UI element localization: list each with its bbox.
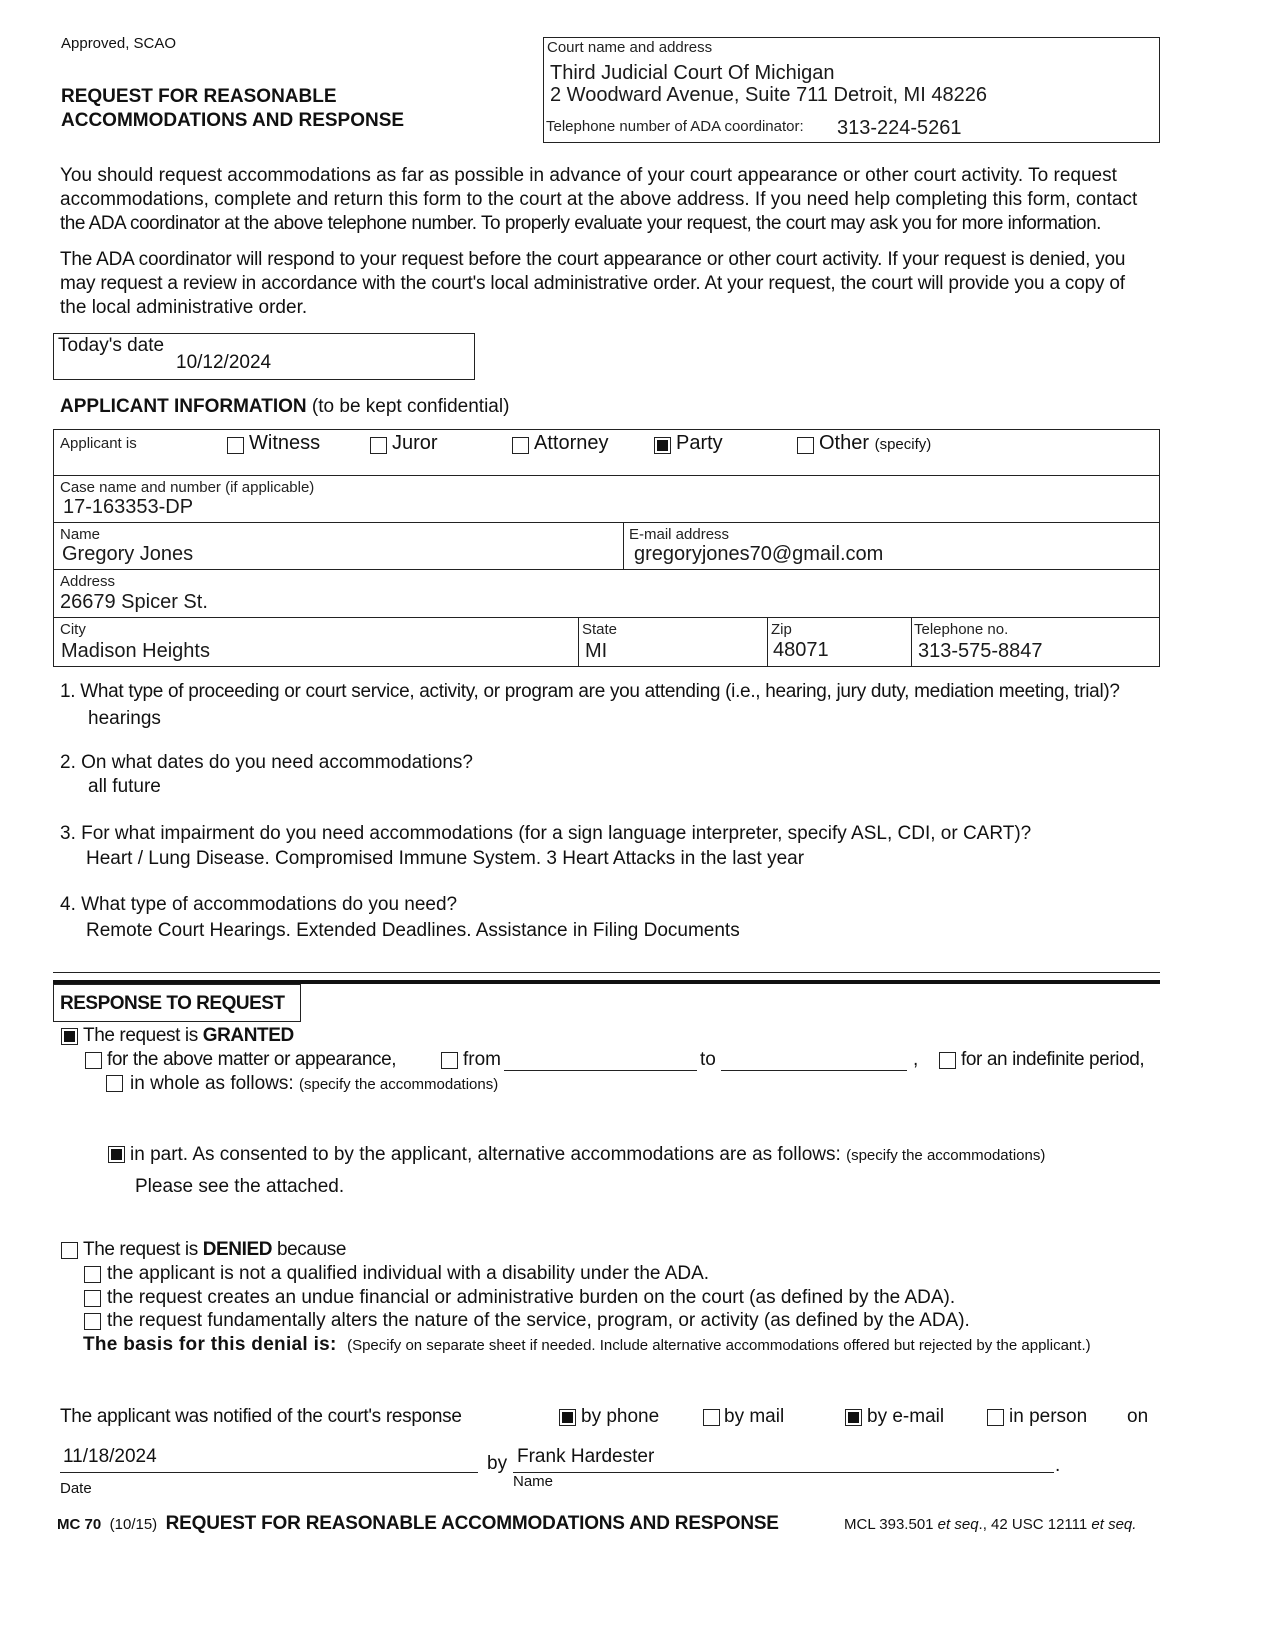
party-checkbox[interactable] (654, 437, 671, 454)
form-title-line2: ACCOMMODATIONS AND RESPONSE (61, 110, 405, 131)
part-label: in part. As consented to by the applicant, alternative accommodations are as follows: (specify the accommodations) (130, 1144, 1046, 1165)
court-name[interactable]: Third Judicial Court Of Michigan (550, 62, 835, 84)
denied-label: The request is DENIED because (83, 1239, 347, 1260)
by-mail-label: by mail (724, 1406, 785, 1427)
address-value[interactable]: 26679 Spicer St. (60, 591, 208, 613)
denied-checkbox[interactable] (61, 1242, 78, 1259)
indefinite-checkbox[interactable] (939, 1052, 956, 1069)
applicant-table (53, 429, 1160, 667)
zip-label: Zip (771, 621, 792, 638)
granted-checkbox[interactable] (61, 1028, 78, 1045)
answer-4[interactable]: Remote Court Hearings. Extended Deadlines. Assistance in Filing Documents (86, 920, 740, 941)
notify-name-label: Name (513, 1473, 554, 1490)
attorney-label: Attorney (534, 432, 609, 454)
applicant-heading: APPLICANT INFORMATION (to be kept confidential) (60, 396, 510, 417)
notified-label: The applicant was notified of the court's response (60, 1406, 462, 1427)
form-title-line1: REQUEST FOR REASONABLE (61, 86, 337, 107)
by-email-checkbox[interactable] (845, 1409, 862, 1426)
from-date-line[interactable] (504, 1070, 697, 1071)
response-heading-box (53, 984, 301, 1022)
granted-label: The request is GRANTED (83, 1025, 294, 1046)
footer: MC 70 (10/15) REQUEST FOR REASONABLE ACCOMMODATIONS AND RESPONSE (57, 1513, 779, 1534)
above-matter-checkbox[interactable] (85, 1052, 102, 1069)
phone-value[interactable]: 313-575-8847 (918, 640, 1043, 662)
juror-label: Juror (392, 432, 438, 454)
whole-checkbox[interactable] (106, 1075, 123, 1092)
by-mail-checkbox[interactable] (703, 1409, 720, 1426)
phone-label: Telephone no. (914, 621, 1009, 638)
attorney-checkbox[interactable] (512, 437, 529, 454)
notify-period: . (1055, 1455, 1061, 1476)
witness-checkbox[interactable] (227, 437, 244, 454)
by-phone-checkbox[interactable] (559, 1409, 576, 1426)
todays-date-value[interactable]: 10/12/2024 (176, 352, 272, 373)
by-phone-label: by phone (581, 1406, 660, 1427)
range-comma: , (913, 1049, 919, 1070)
denied-reason-2-label: the request creates an undue financial or administrative burden on the court (as defined by the ADA). (107, 1287, 956, 1308)
todays-date-label: Today's date (58, 335, 165, 356)
indefinite-label: for an indefinite period, (961, 1049, 1145, 1070)
notify-name-line (513, 1472, 1054, 1473)
approved-note: Approved, SCAO (61, 35, 177, 52)
email-value[interactable]: gregoryjones70@gmail.com (634, 543, 884, 565)
other-label: Other (specify) (819, 432, 932, 454)
to-date-line[interactable] (721, 1070, 907, 1071)
name-value[interactable]: Gregory Jones (62, 543, 194, 565)
notify-name-value[interactable]: Frank Hardester (517, 1446, 655, 1467)
court-label: Court name and address (547, 39, 713, 56)
on-label: on (1127, 1406, 1149, 1427)
question-1: 1. What type of proceeding or court service, activity, or program are you attending (i.e., hearing, jury duty, mediation meeting, trial)? (60, 681, 1120, 702)
ada-phone[interactable]: 313-224-5261 (837, 117, 962, 139)
from-checkbox[interactable] (441, 1052, 458, 1069)
denied-reason-3-label: the request fundamentally alters the nature of the service, program, or activity (as defined by the ADA). (107, 1310, 970, 1331)
ada-phone-label: Telephone number of ADA coordinator: (546, 118, 804, 135)
state-label: State (582, 621, 618, 638)
question-2: 2. On what dates do you need accommodations? (60, 752, 473, 773)
witness-label: Witness (249, 432, 321, 454)
whole-label: in whole as follows: (specify the accommodations) (130, 1073, 499, 1094)
in-person-checkbox[interactable] (987, 1409, 1004, 1426)
denied-reason-3-checkbox[interactable] (84, 1313, 101, 1330)
name-label: Name (60, 526, 101, 543)
by-label: by (487, 1453, 508, 1474)
applicant-is-label: Applicant is (60, 435, 137, 452)
part-value[interactable]: Please see the attached. (135, 1176, 345, 1197)
todays-date-box (53, 333, 475, 380)
denied-reason-1-checkbox[interactable] (84, 1266, 101, 1283)
by-email-label: by e-mail (867, 1406, 945, 1427)
denied-reason-2-checkbox[interactable] (84, 1290, 101, 1307)
court-info-box (543, 37, 1160, 143)
city-label: City (60, 621, 86, 638)
juror-checkbox[interactable] (370, 437, 387, 454)
section-divider-thin (53, 972, 1160, 973)
zip-value[interactable]: 48071 (773, 639, 829, 661)
notify-date-line (60, 1472, 478, 1473)
party-label: Party (676, 432, 723, 454)
denial-basis: The basis for this denial is: (Specify on separate sheet if needed. Include alternative accommodations offered but rejected by the applicant.) (83, 1334, 1091, 1355)
question-4: 4. What type of accommodations do you need? (60, 894, 458, 915)
address-label: Address (60, 573, 116, 590)
answer-1[interactable]: hearings (88, 708, 161, 729)
city-value[interactable]: Madison Heights (61, 640, 210, 662)
above-matter-label: for the above matter or appearance, (107, 1049, 397, 1070)
case-value[interactable]: 17-163353-DP (63, 496, 194, 518)
part-checkbox[interactable] (108, 1146, 125, 1163)
denied-reason-1-label: the applicant is not a qualified individual with a disability under the ADA. (107, 1263, 710, 1284)
response-heading: RESPONSE TO REQUEST (60, 993, 285, 1014)
notify-date-value[interactable]: 11/18/2024 (63, 1446, 157, 1467)
other-checkbox[interactable] (797, 437, 814, 454)
in-person-label: in person (1009, 1406, 1088, 1427)
footer-citation: MCL 393.501 et seq., 42 USC 12111 et seq. (844, 1516, 1137, 1533)
state-value[interactable]: MI (585, 640, 608, 662)
court-address[interactable]: 2 Woodward Avenue, Suite 711 Detroit, MI 48226 (550, 84, 987, 106)
intro-paragraph-1: You should request accommodations as far as possible in advance of your court appearance or other court activity. To request accommodations, complete and return this form to the court at the above address. If you need help completing this form, contact the ADA coordinator at the above telephone number. To properly evaluate your request, the court may ask you for more information. (60, 165, 1138, 234)
case-label: Case name and number (if applicable) (60, 479, 315, 496)
email-label: E-mail address (629, 526, 730, 543)
intro-paragraph-2: The ADA coordinator will respond to your request before the court appearance or other court activity. If your request is denied, you may request a review in accordance with the court's local administrative order. At your request, the court will provide you a copy of the local administrative order. (60, 249, 1126, 318)
from-label: from (463, 1049, 501, 1070)
to-label: to (700, 1049, 716, 1070)
answer-2[interactable]: all future (88, 776, 161, 797)
answer-3[interactable]: Heart / Lung Disease. Compromised Immune System. 3 Heart Attacks in the last year (86, 848, 805, 869)
notify-date-label: Date (60, 1480, 92, 1497)
question-3: 3. For what impairment do you need accommodations (for a sign language interpreter, specify ASL, CDI, or CART)? (60, 823, 1032, 844)
